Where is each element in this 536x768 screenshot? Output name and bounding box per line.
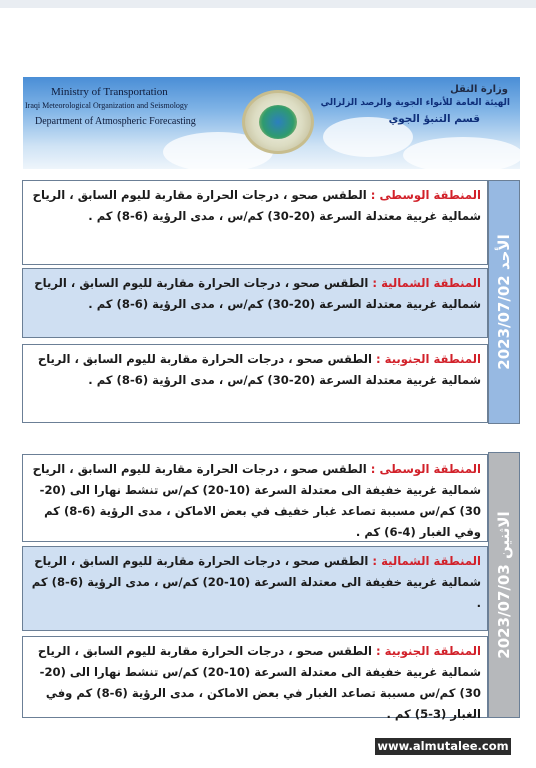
forecast-text: الطقس صحو ، درجات الحرارة مقاربة لليوم السابق ، الرياح شمالية غربية خفيفة الى معتدلة السرعة (10-20) كم/س تنشط نهارا الى (20-30) كم/س مسببة تصاعد الغبار في بعض الاماكن ، مدى الرؤية (6-8) كم وفي الغبار (3-5) كم .	[37, 644, 481, 721]
header-banner	[23, 77, 520, 169]
cloud-decoration	[403, 137, 520, 169]
date-text: 2023/07/02	[495, 275, 513, 370]
forecast-text: الطقس صحو ، درجات الحرارة مقاربة لليوم السابق ، الرياح شمالية غربية معتدلة السرعة (20-30) كم/س ، مدى الرؤية (6-8) كم .	[34, 276, 481, 311]
header-org-ar: الهيئة العامة للأنواء الجوية والرصد الزلزالي	[320, 98, 510, 108]
forecast-box-south	[22, 636, 488, 721]
forecast-box-south	[22, 344, 488, 423]
day-panel-sunday	[488, 180, 520, 424]
header-org-en: Iraqi Meteorological Organization and Seismology	[25, 101, 188, 110]
day-name: الأحد	[495, 234, 513, 271]
forecast-text: الطقس صحو ، درجات الحرارة مقاربة لليوم السابق ، الرياح شمالية غربية معتدلة السرعة (20-30) كم/س ، مدى الرؤية (6-8) كم .	[32, 188, 481, 223]
top-strip	[0, 0, 536, 8]
header-dept-ar: قسم التنبؤ الجوي	[388, 113, 480, 125]
forecast-box-north	[22, 268, 488, 338]
day-name: الاثنين	[495, 511, 513, 560]
forecast-text: الطقس صحو ، درجات الحرارة مقاربة لليوم السابق ، الرياح شمالية غربية خفيفة الى معتدلة السرعة (10-20) كم/س ، مدى الرؤية (6-8) كم .	[31, 554, 481, 610]
region-label: المنطقة الجنوبية :	[375, 644, 481, 658]
forecast-box-north	[22, 546, 488, 631]
region-label: المنطقة الشمالية :	[372, 276, 481, 290]
region-label: المنطقة الشمالية :	[372, 554, 481, 568]
forecast-text: الطقس صحو ، درجات الحرارة مقاربة لليوم السابق ، الرياح شمالية غربية معتدلة السرعة (20-30) كم/س ، مدى الرؤية (6-8) كم .	[37, 352, 481, 387]
forecast-box-central	[22, 180, 488, 265]
region-label: المنطقة الوسطى :	[370, 188, 481, 202]
header-ministry-ar: وزارة النقل	[450, 84, 508, 95]
header-ministry-en: Ministry of Transportation	[51, 86, 168, 98]
day-date-label	[495, 511, 513, 658]
organization-logo	[242, 90, 314, 154]
day-date-label	[495, 234, 513, 369]
region-label: المنطقة الجنوبية :	[375, 352, 481, 366]
date-text: 2023/07/03	[495, 564, 513, 659]
region-label: المنطقة الوسطى :	[370, 462, 481, 476]
forecast-text: الطقس صحو ، درجات الحرارة مقاربة لليوم السابق ، الرياح شمالية غربية خفيفة الى معتدلة السرعة (10-20) كم/س تنشط نهارا الى (20-30) كم/س مسببة تصاعد غبار خفيف في بعض الاماكن ، مدى الرؤية (6-8) كم وفي الغبار (4-6) كم .	[32, 462, 481, 539]
day-panel-monday	[488, 452, 520, 718]
forecast-box-central	[22, 454, 488, 542]
header-dept-en: Department of Atmospheric Forecasting	[35, 116, 196, 127]
website-watermark: www.almutalee.com	[375, 738, 511, 755]
